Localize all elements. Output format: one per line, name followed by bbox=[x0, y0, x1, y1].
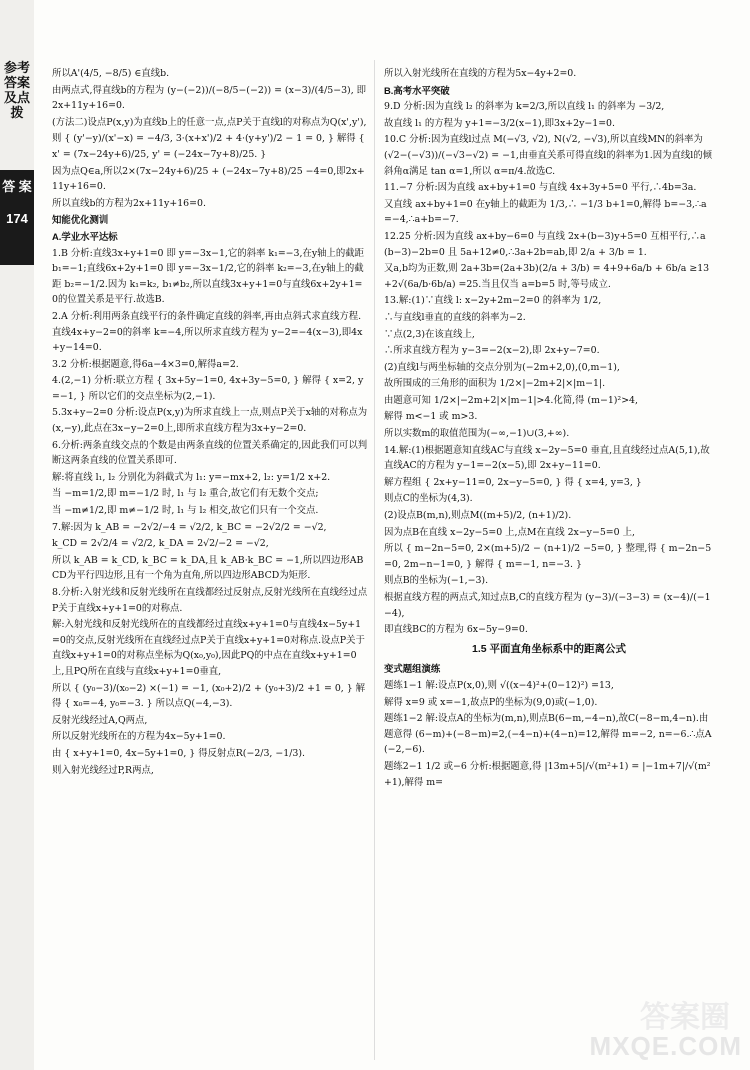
paragraph: 12.25 分析:因为直线 ax+by−6=0 与直线 2x+(b−3)y+5=0 互相平行,∴a(b−3)−2b=0 且 5a+12≠0,∴3a+2b=ab,即 2/a + 3/b = 1. bbox=[384, 230, 706, 258]
paragraph: 因为点B在直线 x−2y−5=0 上,点M在直线 2x−y−5=0 上, bbox=[384, 526, 635, 538]
paragraph: 故直线 l₁ 的方程为 y+1=−3/2(x−1),即3x+2y−1=0. bbox=[384, 117, 616, 129]
paragraph: 当 −m=1/2,即 m=−1/2 时, l₁ 与 l₂ 重合,故它们有无数个交点; bbox=[52, 488, 319, 500]
paragraph: 所以入射光线所在直线的方程为5x−4y+2=0. bbox=[384, 68, 577, 79]
paragraph: 解方程组 { 2x+y−11=0, 2x−y−5=0, } 得 { x=4, y=3, } bbox=[384, 476, 642, 488]
paragraph: 所以实数m的取值范围为(−∞,−1)∪(3,+∞). bbox=[384, 428, 570, 440]
subheading: 变式题组演练 bbox=[384, 663, 441, 675]
paragraph: 即直线BC的方程为 6x−5y−9=0. bbox=[384, 624, 528, 636]
paragraph: 题练1−1 解:设点P(x,0),则 √((x−4)²+(0−12)²) =13, bbox=[384, 679, 614, 691]
paragraph: 则 { (y'−y)/(x'−x) = −4/3, 3·(x+x')/2 + 4·(y+y')/2 − 1 = 0, } 解得 { x' = (7x−24y+6)/25, y' = (−24x−7y+8)/25. } bbox=[52, 133, 365, 160]
paragraph: 当 −m≠1/2,即 m≠−1/2 时, l₁ 与 l₂ 相交,故它们只有一个交点. bbox=[52, 505, 319, 517]
paragraph: 反射光线经过A,Q两点, bbox=[52, 714, 148, 726]
paragraph: 9.D 分析:因为直线 l₂ 的斜率为 k=2/3,所以直线 l₁ 的斜率为 −3/2, bbox=[384, 101, 665, 113]
watermark: MXQE.COM bbox=[589, 1031, 742, 1061]
paragraph: (2)设点B(m,n),则点M((m+5)/2, (n+1)/2). bbox=[384, 510, 572, 522]
paragraph: 根据直线方程的两点式,知过点B,C的直线方程为 (y−3)/(−3−3) = (x−4)/(−1−4), bbox=[384, 592, 711, 619]
left-column bbox=[52, 66, 368, 779]
paragraph: 则入射光线经过P,R两点, bbox=[52, 764, 154, 776]
paragraph: 14.解:(1)根据题意知直线AC与直线 x−2y−5=0 垂直,且直线经过点A(5,1),故直线AC的方程为 y−1=−2(x−5),即 2x+y−11=0. bbox=[384, 444, 710, 472]
paragraph: 由题意可知 1/2×|−2m+2|×|m−1|>4.化简,得 (m−1)²>4, bbox=[384, 394, 638, 406]
subheading: 知能优化测训 bbox=[52, 214, 109, 226]
paragraph: 由 { x+y+1=0, 4x−5y+1=0, } 得反射点R(−2/3, −1/3). bbox=[52, 747, 305, 759]
paragraph: 2.A 分析:利用两条直线平行的条件确定直线的斜率,再由点斜式求直线方程.直线4x+y−2=0的斜率 k=−4,所以所求直线方程为 y−2=−4(x−3),即4x+y−14=0. bbox=[52, 310, 363, 354]
paragraph: 又a,b均为正数,则 2a+3b=(2a+3b)(2/a + 3/b) = 4+9+6a/b + 6b/a ≥13+2√(6a/b·6b/a) =25.当且仅当 a=b=5 时,等号成立. bbox=[384, 263, 710, 290]
paragraph: 又直线 ax+by+1=0 在y轴上的截距为 1/3,∴ −1/3 b+1=0,解得 b=−3,∴a=−4,∴a+b=−7. bbox=[384, 198, 707, 226]
paragraph: 3.2 分析:根据题意,得6a−4×3=0,解得a=2. bbox=[52, 358, 239, 370]
section-heading: 1.5 平面直角坐标系中的距离公式 bbox=[471, 642, 626, 655]
paragraph: 7.解:因为 k_AB = −2√2/−4 = √2/2, k_BC = −2√2/2 = −√2, bbox=[52, 521, 327, 533]
answer-tab bbox=[0, 170, 34, 265]
paragraph: 所以 { (y₀−3)/(x₀−2) ×(−1) = −1, (x₀+2)/2 + (y₀+3)/2 +1 = 0, } 解得 { x₀=−4, y₀=−3. } 所以点Q(−4,−3). bbox=[52, 682, 366, 710]
paragraph: 由两点式,得直线b的方程为 (y−(−2))/(−8/5−(−2)) = (x−3)/(4/5−3), 即2x+11y+16=0. bbox=[52, 84, 367, 112]
paragraph: ∴与直线l垂直的直线的斜率为−2. bbox=[384, 311, 526, 323]
paragraph: 解:将直线 l₁, l₂ 分别化为斜截式为 l₁: y=−mx+2, l₂: y=1/2 x+2. bbox=[52, 471, 331, 483]
right-column bbox=[384, 66, 714, 791]
paragraph: 所以直线b的方程为2x+11y+16=0. bbox=[52, 197, 206, 209]
watermark-cn: 答案圈 bbox=[640, 1001, 730, 1034]
paragraph: 6.分析:两条直线交点的个数是由两条直线的位置关系确定的,因此我们可以判断这两条直线的位置关系即可. bbox=[52, 439, 368, 467]
paragraph: ∴所求直线方程为 y−3=−2(x−2),即 2x+y−7=0. bbox=[384, 345, 600, 357]
paragraph: 则点B的坐标为(−1,−3). bbox=[384, 575, 489, 587]
sidebar bbox=[0, 0, 34, 1070]
paragraph: 因为点Q∈a,所以2×(7x−24y+6)/25 + (−24x−7y+8)/25 −4=0,即2x+11y+16=0. bbox=[52, 165, 365, 193]
paragraph: ∵点(2,3)在该直线上, bbox=[384, 328, 475, 340]
paragraph: 所以 { m−2n−5=0, 2×(m+5)/2 − (n+1)/2 −5=0, } 整理,得 { m−2n−5=0, 2m−n−1=0, } 解得 { m=−1, n=−3. } bbox=[384, 543, 712, 570]
paragraph: 13.解:(1)∵直线 l: x−2y+2m−2=0 的斜率为 1/2, bbox=[384, 295, 602, 307]
paragraph: 题练2−1 1/2 或−6 分析:根据题意,得 |13m+5|/√(m²+1) = |−1m+7|/√(m²+1),解得 m= bbox=[384, 760, 711, 788]
paragraph: 所以 k_AB = k_CD, k_BC = k_DA,且 k_AB·k_BC = −1,所以四边形ABCD为平行四边形,且有一个角为直角,所以四边形ABCD为矩形. bbox=[52, 554, 364, 582]
paragraph: 解得 m<−1 或 m>3. bbox=[384, 411, 478, 423]
subheading: B.高考水平突破 bbox=[384, 84, 450, 96]
paragraph: 所以反射光线所在的方程为4x−5y+1=0. bbox=[52, 731, 226, 743]
paragraph: 解得 x=9 或 x=−1,故点P的坐标为(9,0)或(−1,0). bbox=[384, 696, 598, 708]
subheading: A.学业水平达标 bbox=[52, 230, 118, 242]
paragraph: 11.−7 分析:因为直线 ax+by+1=0 与直线 4x+3y+5=0 平行,∴4b=3a. bbox=[384, 182, 697, 194]
paragraph: 8.分析:入射光线和反射光线所在直线都经过反射点,反射光线所在直线经过点P关于直线x+y+1=0的对称点. bbox=[52, 587, 368, 614]
answer-tab-label: 答 案 bbox=[2, 179, 32, 194]
column-divider bbox=[374, 60, 375, 1060]
paragraph: 则点C的坐标为(4,3). bbox=[384, 493, 473, 505]
paragraph: 题练1−2 解:设点A的坐标为(m,n),则点B(6−m,−4−n),故C(−8−m,4−n).由题意得 (6−m)+(−8−m)=2,(−4−n)+(4−n)=12,解得 m=−2, n=−6.∴点A(−2,−6). bbox=[384, 713, 712, 756]
paragraph: 解:入射光线和反射光线所在的直线都经过直线x+y+1=0与直线4x−5y+1=0的交点,反射光线所在直线经过点P关于直线x+y+1=0对称点.设点P关于直线x+y+1=0的对称点坐标为Q(x₀,y₀),因此PQ的中点在直线x+y+1=0上,且PQ所在直线与直线x+y+1=0垂直, bbox=[52, 619, 365, 677]
paragraph: (方法二)设点P(x,y)为直线b上的任意一点,点P关于直线l的对称点为Q(x',y'), bbox=[52, 116, 367, 128]
paragraph: 10.C 分析:因为直线l过点 M(−√3, √2), N(√2, −√3),所以直线MN的斜率为 (√2−(−√3))/(−√3−√2) = −1,由垂直关系可得直线l的斜率为1.因为直线l的倾斜角α满足 tan α=1,所以 α=π/4.故选C. bbox=[384, 134, 712, 177]
paragraph: k_CD = 2√2/4 = √2/2, k_DA = 2√2/−2 = −√2, bbox=[52, 538, 269, 550]
sidebar-title: 参考答案及点拨 bbox=[4, 60, 31, 120]
page-number: 174 bbox=[6, 211, 28, 226]
paragraph: (2)直线l与两坐标轴的交点分别为(−2m+2,0),(0,m−1), bbox=[384, 361, 620, 373]
paragraph: 4.(2,−1) 分析:联立方程 { 3x+5y−1=0, 4x+3y−5=0, } 解得 { x=2, y=−1, } 所以它们的交点坐标为(2,−1). bbox=[52, 375, 364, 402]
paragraph: 所以A'(4/5, −8/5) ∈直线b. bbox=[52, 68, 170, 79]
paragraph: 故所围成的三角形的面积为 1/2×|−2m+2|×|m−1|. bbox=[384, 378, 606, 390]
paragraph: 5.3x+y−2=0 分析:设点P(x,y)为所求直线上一点,则点P关于x轴的对称点为(x,−y),此点在3x−y−2=0上,即所求直线方程为3x+y−2=0. bbox=[52, 407, 368, 435]
paragraph: 1.B 分析:直线3x+y+1=0 即 y=−3x−1,它的斜率 k₁=−3,在y轴上的截距 b₁=−1;直线6x+2y+1=0 即 y=−3x−1/2,它的斜率 k₂=−3,在y轴上的截距 b₂=−1/2.因为 k₁=k₂, b₁≠b₂,所以直线3x+y+1=0与直线6x+2y+1=0的位置关系是平行.故选B. bbox=[52, 247, 365, 306]
